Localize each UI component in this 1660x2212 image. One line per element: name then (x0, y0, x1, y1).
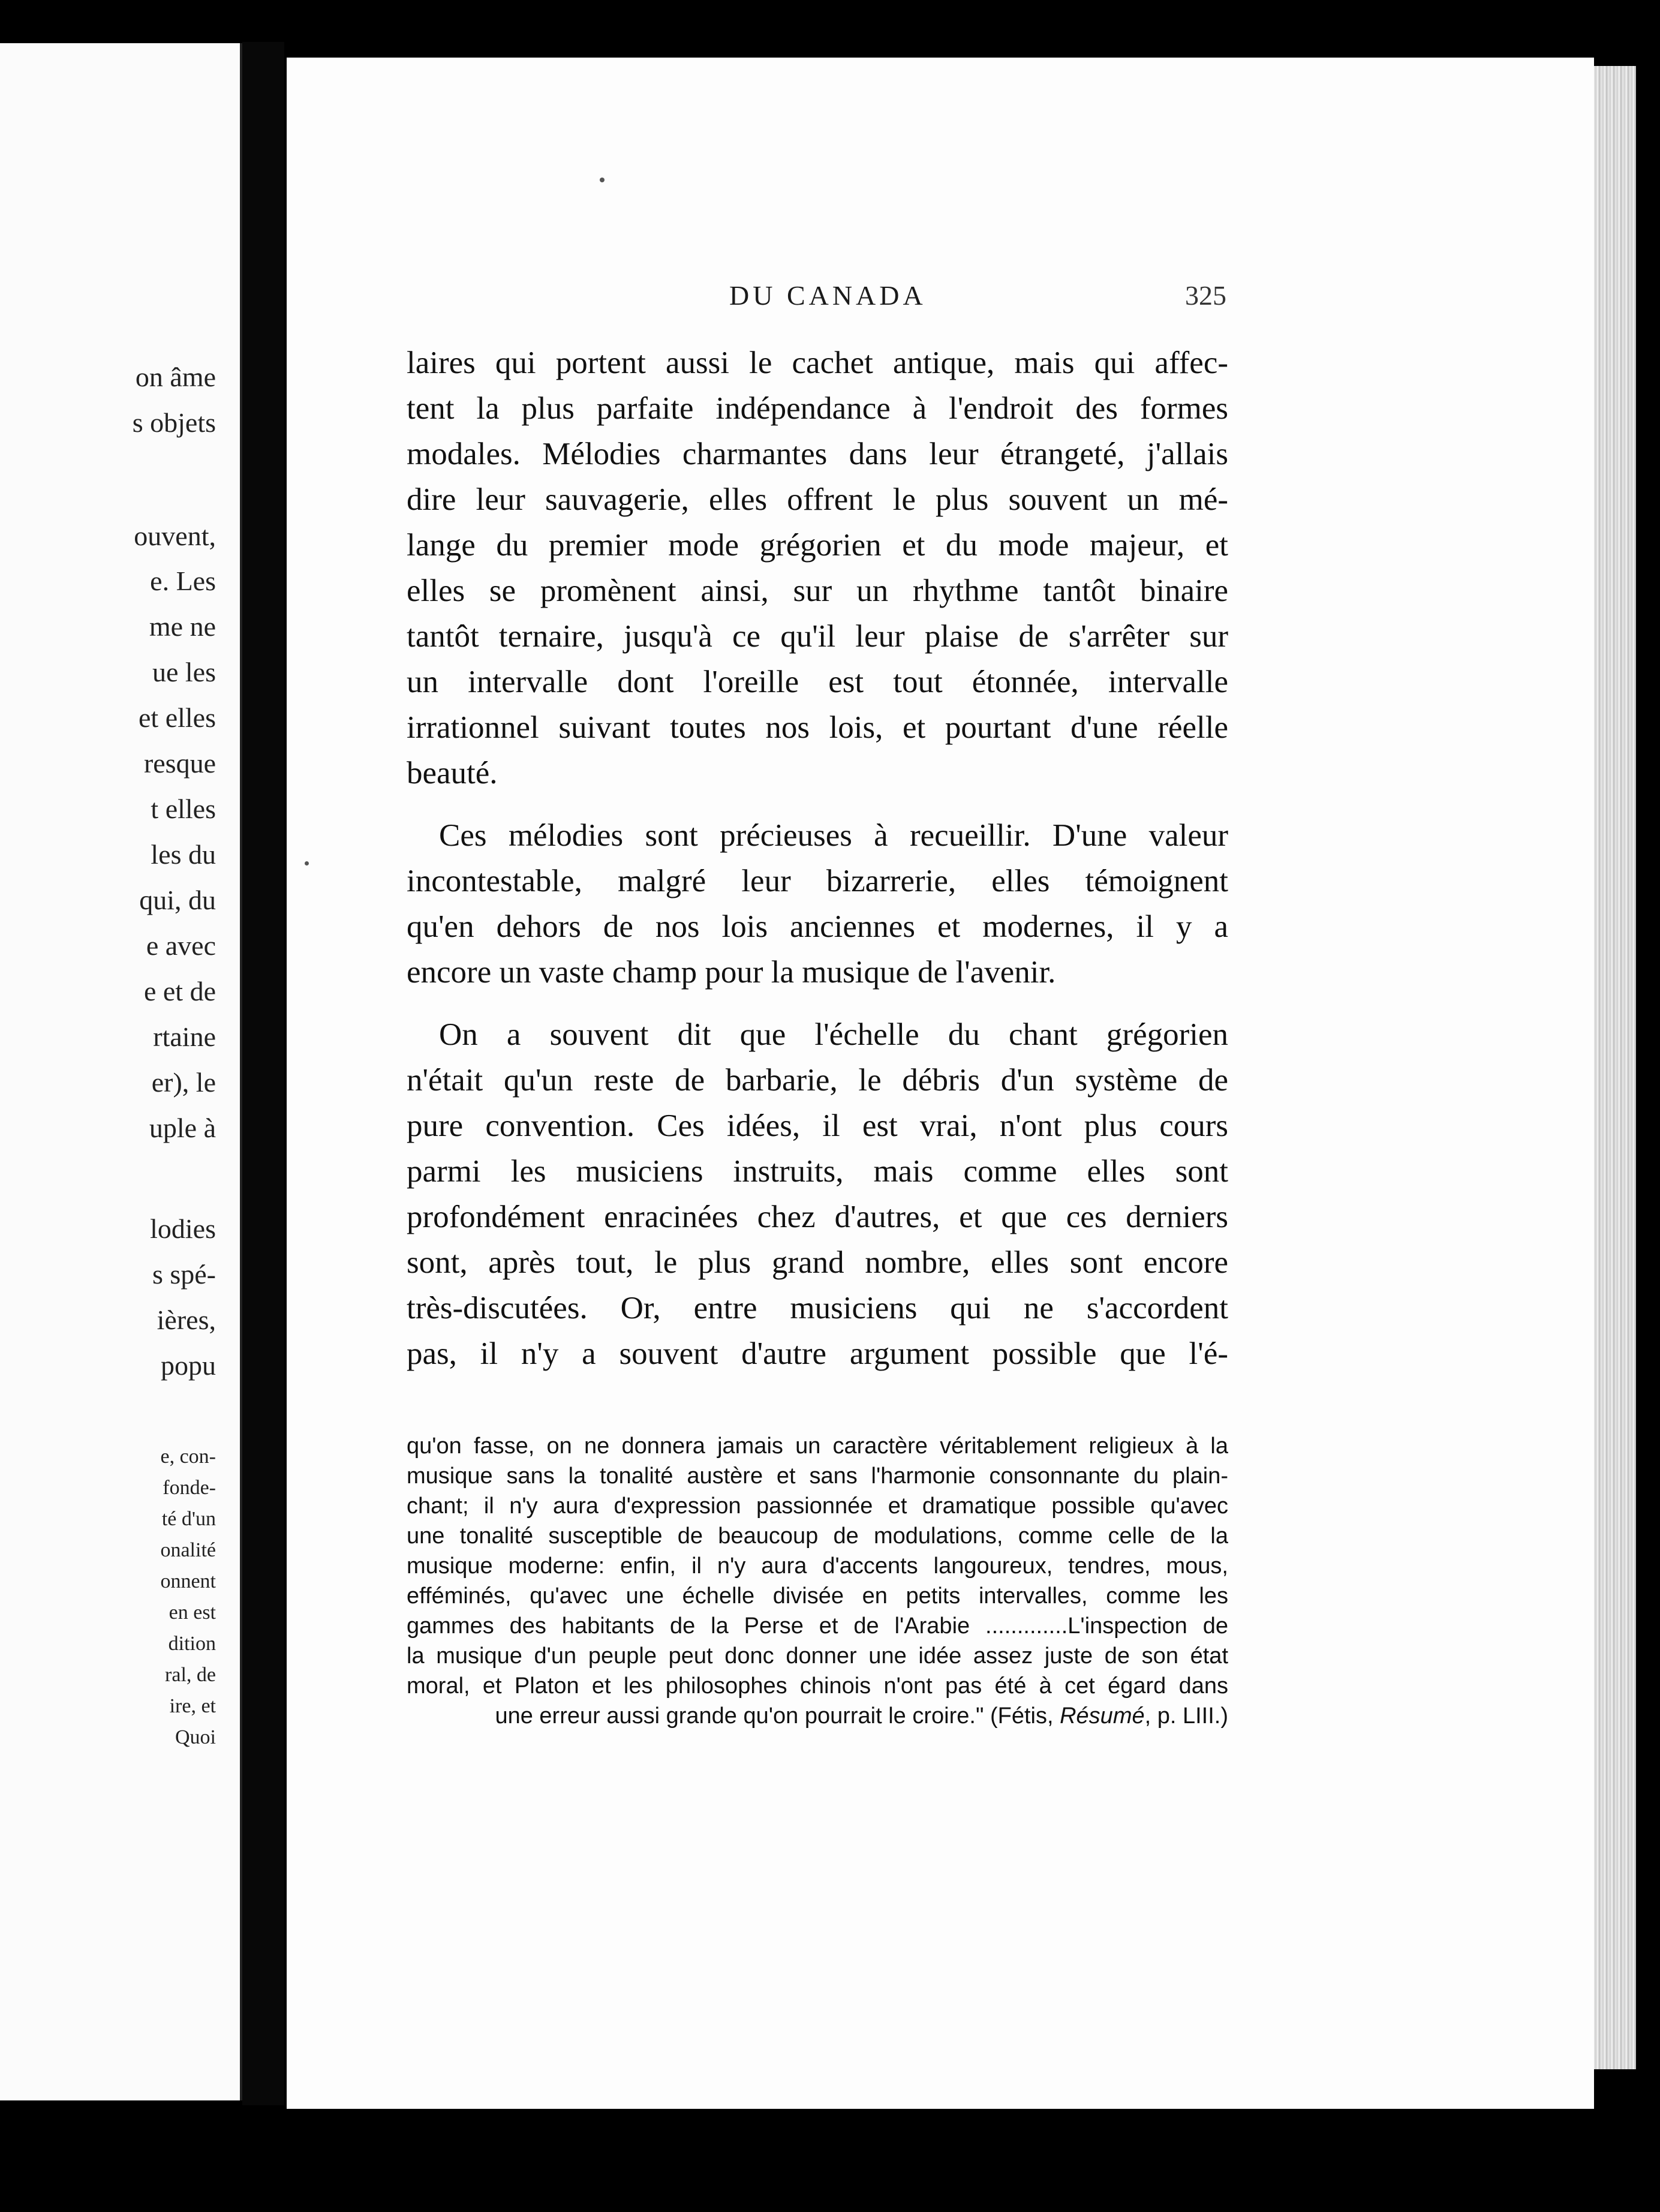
left-footnote-line: ire, et (169, 1695, 216, 1717)
footnote-line: une tonalité susceptible de beaucoup de modulations, comme celle de la (407, 1523, 1228, 1549)
text-line: beauté. (407, 756, 498, 791)
text-line: elles se promènent ainsi, sur un rhythme tantôt binaire (407, 573, 1228, 608)
scan-speck (600, 178, 605, 182)
left-footnote-line: Quoi (175, 1726, 216, 1748)
footnote-citation-title: Résumé (1060, 1703, 1145, 1729)
text-line: encore un vaste champ pour la musique de l'avenir. (407, 955, 1056, 990)
left-line: ouvent, (134, 521, 216, 551)
page-edges (1594, 66, 1636, 2069)
footnote-line: moral, et Platon et les philosophes chinois n'ont pas été à cet égard dans (407, 1673, 1228, 1699)
left-line: les du (151, 839, 216, 870)
footnote-line: la musique d'un peuple peut donc donner une idée assez juste de son état (407, 1643, 1228, 1669)
text-line: irrationnel suivant toutes nos lois, et pourtant d'une réelle (407, 710, 1228, 745)
text-line: un intervalle dont l'oreille est tout étonnée, intervalle (407, 665, 1228, 699)
text-line: modales. Mélodies charmantes dans leur étrangeté, j'allais (407, 437, 1228, 471)
text-line: profondément enracinées chez d'autres, et que ces derniers (407, 1200, 1228, 1234)
text-line: lange du premier mode grégorien et du mode majeur, et (407, 528, 1228, 563)
left-footnote-line: ral, de (165, 1664, 216, 1686)
text-line: laires qui portent aussi le cachet antique, mais qui affec- (407, 345, 1228, 380)
text-line: tent la plus parfaite indépendance à l'endroit des formes (407, 391, 1228, 426)
left-line: rtaine (153, 1021, 216, 1052)
footnote-line: efféminés, qu'avec une échelle divisée en petits intervalles, comme les (407, 1583, 1228, 1609)
left-line: on âme (135, 362, 216, 392)
footnote-line: chant; il n'y aura d'expression passionnée et dramatique possible qu'avec (407, 1493, 1228, 1519)
left-line: er), le (151, 1067, 216, 1098)
text-line: sont, après tout, le plus grand nombre, elles sont encore (407, 1245, 1228, 1280)
left-line: et elles (139, 702, 216, 733)
text-line: Ces mélodies sont précieuses à recueillir. D'une valeur (439, 818, 1228, 853)
left-line: ue les (152, 657, 216, 687)
left-line: t elles (151, 794, 216, 824)
running-head (287, 279, 1594, 321)
left-footnote-line: en est (169, 1601, 216, 1624)
left-line: e et de (143, 976, 216, 1006)
footnote-line: qu'on fasse, on ne donnera jamais un caractère véritablement religieux à la (407, 1433, 1228, 1459)
main-page (287, 58, 1594, 2109)
text-line: très-discutées. Or, entre musiciens qui ne s'accordent (407, 1291, 1228, 1326)
scan-speck (305, 861, 309, 865)
left-facing-page (0, 43, 242, 2100)
footnote-line: musique moderne: enfin, il n'y aura d'accents langoureux, tendres, mous, (407, 1553, 1228, 1579)
left-line: me ne (149, 611, 216, 642)
left-footnote-line: onalité (160, 1539, 216, 1561)
left-line: lodies (150, 1213, 216, 1244)
text-line: pas, il n'y a souvent d'autre argument possible que l'é- (407, 1336, 1228, 1371)
footnote-line: gammes des habitants de la Perse et de l'Arabie .............L'inspection de (407, 1613, 1228, 1639)
left-line: resque (143, 748, 216, 779)
left-line: popu (161, 1350, 216, 1381)
left-footnote-line: dition (168, 1633, 216, 1655)
text-line: pure convention. Ces idées, il est vrai, n'ont plus cours (407, 1108, 1228, 1143)
left-footnote-line: fonde- (163, 1477, 216, 1499)
page-number: 325 (1185, 280, 1226, 311)
running-head-title: DU CANADA (729, 280, 927, 311)
footnote-citation-page: , p. LIII.) (1144, 1703, 1228, 1729)
left-line: s objets (132, 407, 216, 438)
footnote-last-line (407, 1701, 1228, 1731)
left-footnote-line: e, con- (160, 1445, 216, 1468)
text-line: qu'en dehors de nos lois anciennes et modernes, il y a (407, 909, 1228, 944)
footnote-text: une erreur aussi grande qu'on pourrait le croire." (Fétis, (495, 1703, 1060, 1729)
text-line: tantôt ternaire, jusqu'à ce qu'il leur plaise de s'arrêter sur (407, 619, 1228, 654)
left-footnote-line: onnent (160, 1570, 216, 1592)
left-line: e. Les (150, 566, 216, 596)
text-line: n'était qu'un reste de barbarie, le débris d'un système de (407, 1063, 1228, 1098)
text-line: incontestable, malgré leur bizarrerie, elles témoignent (407, 864, 1228, 898)
text-line: parmi les musiciens instruits, mais comme elles sont (407, 1154, 1228, 1189)
text-line: On a souvent dit que l'échelle du chant grégorien (439, 1017, 1228, 1052)
left-line: s spé- (152, 1259, 216, 1290)
left-footnote-line: té d'un (161, 1508, 216, 1530)
footnote-line: musique sans la tonalité austère et sans l'harmonie consonnante du plain- (407, 1463, 1228, 1489)
left-line: qui, du (139, 885, 216, 915)
left-line: e avec (146, 930, 216, 961)
text-line: dire leur sauvagerie, elles offrent le plus souvent un mé- (407, 482, 1228, 517)
left-line: ières, (157, 1305, 216, 1335)
book-gutter (242, 42, 284, 2105)
left-line: uple à (149, 1113, 216, 1143)
